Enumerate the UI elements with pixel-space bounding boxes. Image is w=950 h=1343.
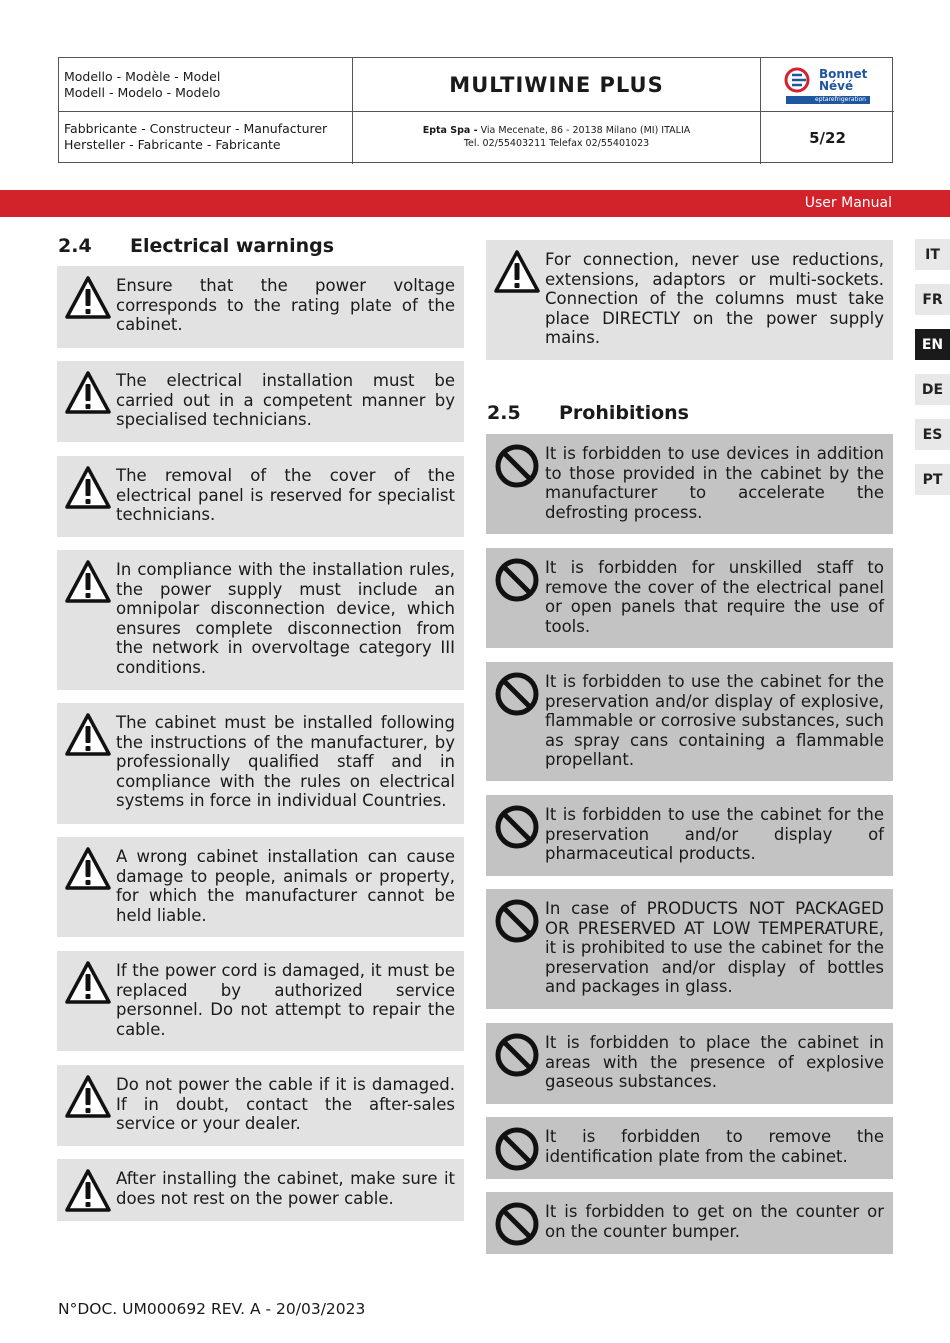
warning-box [57, 951, 464, 1051]
company-phone: Tel. 02/55403211 Telefax 02/55401023 [463, 138, 650, 149]
warning-box [57, 550, 464, 690]
company-address: Via Mecenate, 86 - 20138 Milano (MI) ITALIA [477, 125, 691, 136]
warning-triangle-icon [65, 846, 111, 892]
warning-triangle-icon [65, 960, 111, 1006]
prohibition-icon [494, 443, 540, 489]
product-name: MULTIWINE PLUS [353, 58, 761, 112]
model-label-line-2: Modell - Modelo - Modelo [64, 85, 221, 100]
warning-text: If the power cord is damaged, it must be replaced by authorized service personnel. Do not attempt to repair the cable. [116, 961, 455, 1039]
prohibition-box [486, 1192, 893, 1254]
prohibition-box [486, 1117, 893, 1179]
warning-text: In compliance with the installation rules, the power supply must include an omnipolar disconnection device, which ensures complete disconnection from the network in overvoltage category III conditions. [116, 560, 455, 677]
prohibition-text: In case of PRODUCTS NOT PACKAGED OR PRESERVED AT LOW TEMPERATURE, it is prohibited to use the cabinet for the preservation and/or display of bottles and packages in glass. [545, 899, 884, 997]
lang-tab-it[interactable]: IT [915, 239, 950, 270]
lang-tab-pt[interactable]: PT [915, 464, 950, 495]
logo-subbar: eptarefrigeration [786, 96, 870, 104]
prohibition-icon [494, 1126, 540, 1172]
section-heading-prohibitions [487, 402, 689, 424]
company-name: Epta Spa - [422, 125, 478, 136]
model-label [59, 58, 353, 112]
manufacturer-label [59, 112, 353, 164]
lang-tab-de[interactable]: DE [915, 374, 950, 405]
prohibition-text: It is forbidden to use the cabinet for the preservation and/or display of pharmaceutical products. [545, 805, 884, 864]
warning-box [57, 703, 464, 824]
prohibition-text: It is forbidden to remove the identification plate from the cabinet. [545, 1127, 884, 1166]
prohibition-text: It is forbidden for unskilled staff to remove the cover of the electrical panel or open panels that require the use of tools. [545, 558, 884, 636]
manufacturer-label-line-2: Hersteller - Fabricante - Fabricante [64, 137, 281, 152]
warning-triangle-icon [65, 1168, 111, 1214]
model-label-line-1: Modello - Modèle - Model [64, 69, 221, 84]
warning-box [57, 1159, 464, 1221]
warning-triangle-icon [65, 275, 111, 321]
page-number: 5/22 [809, 129, 846, 147]
warning-text: Ensure that the power voltage corresponds to the rating plate of the cabinet. [116, 276, 455, 335]
prohibition-text: It is forbidden to use the cabinet for the preservation and/or display of explosive, flammable or corrosive substances, such as spray cans containing a flammable propellant. [545, 672, 884, 770]
manufacturer-label-line-1: Fabbricante - Constructeur - Manufacturer [64, 121, 328, 136]
lang-tab-fr[interactable]: FR [915, 284, 950, 315]
section-title: Prohibitions [559, 402, 689, 424]
warning-text: The electrical installation must be carried out in a competent manner by specialised technicians. [116, 371, 455, 430]
warning-box [57, 456, 464, 537]
warning-text: Do not power the cable if it is damaged. If in doubt, contact the after-sales service or your dealer. [116, 1075, 455, 1134]
warning-box [57, 1065, 464, 1146]
warning-triangle-icon [65, 1074, 111, 1120]
prohibition-icon [494, 1032, 540, 1078]
warning-box [57, 837, 464, 937]
logo-mark-icon [783, 66, 819, 96]
warning-triangle-icon [65, 559, 111, 605]
warning-triangle-icon [494, 249, 540, 295]
prohibition-box [486, 548, 893, 648]
prohibition-box [486, 662, 893, 781]
prohibition-icon [494, 804, 540, 850]
prohibition-box [486, 434, 893, 534]
prohibition-box [486, 889, 893, 1009]
brand-logo [761, 58, 894, 112]
warning-text: A wrong cabinet installation can cause damage to people, animals or property, for which the manufacturer cannot be held liable. [116, 847, 455, 925]
section-title: Electrical warnings [130, 235, 335, 257]
prohibition-text: It is forbidden to get on the counter or on the counter bumper. [545, 1202, 884, 1241]
prohibition-box [486, 1023, 893, 1104]
logo-text: Bonnet Névé [819, 67, 868, 93]
prohibition-box [486, 795, 893, 876]
document-footer: N°DOC. UM000692 REV. A - 20/03/2023 [58, 1300, 366, 1318]
banner-label: User Manual [804, 195, 892, 211]
warning-triangle-icon [65, 712, 111, 758]
prohibition-icon [494, 557, 540, 603]
section-number: 2.5 [487, 402, 521, 424]
warning-box [57, 361, 464, 442]
lang-tab-en[interactable]: EN [915, 329, 950, 360]
warning-text: After installing the cabinet, make sure it does not rest on the power cable. [116, 1169, 455, 1208]
section-heading-electrical [58, 235, 334, 257]
warning-triangle-icon [65, 370, 111, 416]
prohibition-text: It is forbidden to place the cabinet in areas with the presence of explosive gaseous substances. [545, 1033, 884, 1092]
warning-text: The removal of the cover of the electrical panel is reserved for specialist technicians. [116, 466, 455, 525]
warning-triangle-icon [65, 465, 111, 511]
prohibition-icon [494, 1201, 540, 1247]
lang-tab-es[interactable]: ES [915, 419, 950, 450]
prohibition-text: It is forbidden to use devices in addition to those provided in the cabinet by the manufacturer to accelerate the defrosting process. [545, 444, 884, 522]
manufacturer-address [353, 112, 761, 164]
prohibition-icon [494, 898, 540, 944]
warning-text: The cabinet must be installed following the instructions of the manufacturer, by professionally qualified staff and in compliance with the rules on electrical systems in force in individual Countries. [116, 713, 455, 811]
document-header [58, 57, 893, 163]
section-banner [0, 190, 950, 217]
prohibition-icon [494, 671, 540, 717]
warning-text: For connection, never use reductions, extensions, adaptors or multi-sockets. Connection of the columns must take place DIRECTLY on the power supply mains. [545, 250, 884, 348]
warning-box [486, 240, 893, 360]
warning-box [57, 266, 464, 348]
section-number: 2.4 [58, 235, 92, 257]
